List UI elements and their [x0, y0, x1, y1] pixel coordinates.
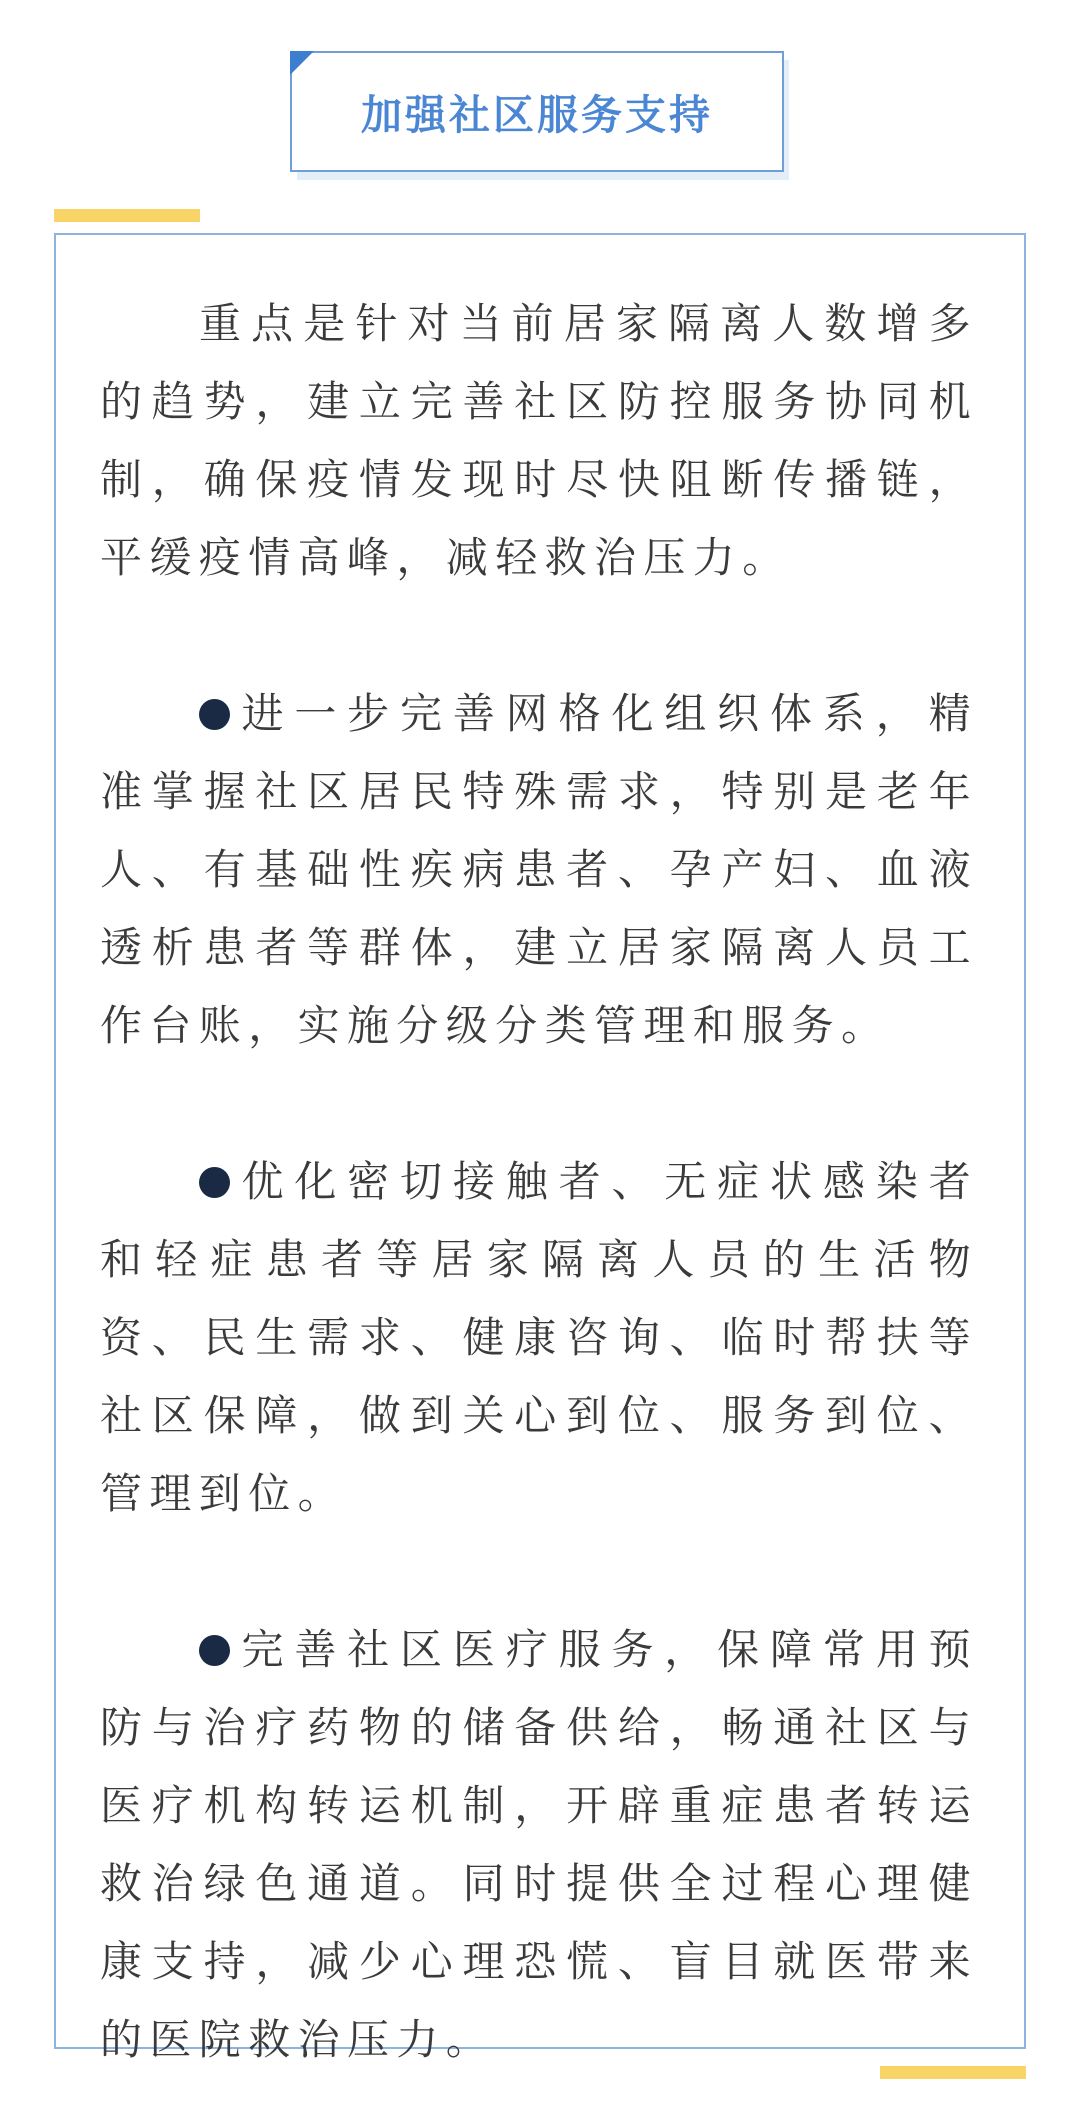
bullet-dot-icon: [199, 1167, 230, 1198]
bullet-dot-icon: [199, 1635, 230, 1666]
title-corner-decoration: [290, 51, 314, 75]
bullet-paragraph: [100, 1611, 978, 2079]
content-box: [54, 233, 1026, 2064]
paragraph-text: 完善社区医疗服务，保障常用预防与治疗药物的储备供给，畅通社区与医疗机构转运机制，开辟重症患者转运救治绿色通道。同时提供全过程心理健康支持，减少心理恐慌、盲目就医带来的医院救治压力。: [100, 1625, 978, 2064]
intro-paragraph: [100, 285, 978, 597]
section-title-box: [290, 51, 784, 172]
yellow-accent-bar-top: [54, 209, 200, 222]
paragraph-text: 重点是针对当前居家隔离人数增多的趋势，建立完善社区防控服务协同机制，确保疫情发现时尽快阻断传播链，平缓疫情高峰，减轻救治压力。: [100, 299, 978, 582]
bullet-dot-icon: [199, 699, 230, 730]
paragraph-text: 进一步完善网格化组织体系，精准掌握社区居民特殊需求，特别是老年人、有基础性疾病患者、孕产妇、血液透析患者等群体，建立居家隔离人员工作台账，实施分级分类管理和服务。: [100, 689, 978, 1050]
section-title: 加强社区服务支持: [361, 91, 713, 139]
bullet-paragraph: [100, 1143, 978, 1533]
bullet-paragraph: [100, 675, 978, 1065]
paragraph-text: 优化密切接触者、无症状感染者和轻症患者等居家隔离人员的生活物资、民生需求、健康咨询、临时帮扶等社区保障，做到关心到位、服务到位、管理到位。: [100, 1157, 978, 1518]
yellow-accent-bar-bottom: [880, 2066, 1026, 2079]
